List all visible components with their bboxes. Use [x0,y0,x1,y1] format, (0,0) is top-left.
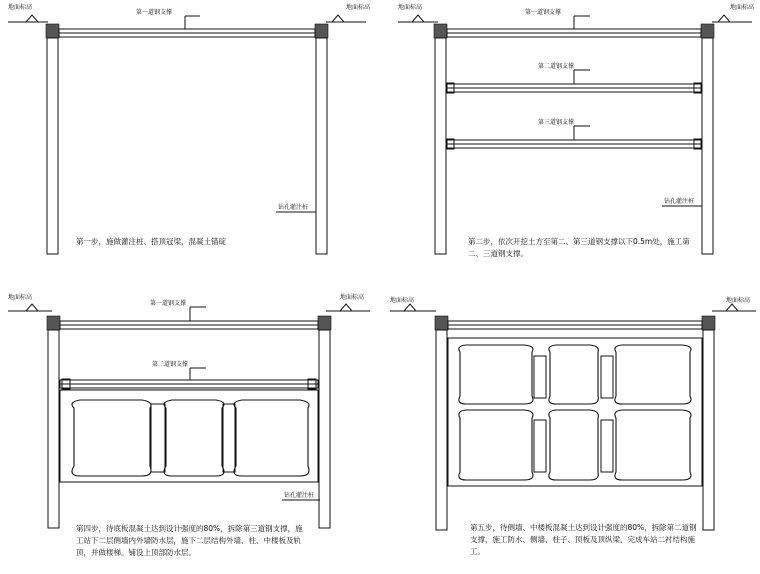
elevation-marker-icon [718,15,730,22]
retaining-pile-left [435,38,446,254]
structure-cell [549,410,598,480]
column [601,356,613,398]
ground-label-right: 地面标高 [340,294,365,301]
ground-label-right: 地面标高 [726,297,751,304]
strut-label: 第三道钢支撑 [538,119,575,126]
retaining-pile-left [47,38,58,254]
structure-cell [72,400,151,476]
elevation-marker-icon [726,304,738,311]
elevation-marker-icon [340,304,352,311]
strut-label: 第一道钢支撑 [525,9,562,16]
strut-label: 第二道钢支撑 [538,63,575,70]
elevation-marker-icon [404,304,416,311]
caption-line: 第四步，待底板混凝土达到设计强度的80%，拆除第三道钢支撑，施 [76,524,303,533]
panel-step4 [8,293,370,558]
crown-beam-right [318,316,331,330]
strut-label: 第二道钢支撑 [152,361,189,368]
structure-cell [615,410,691,480]
crown-beam-right [702,316,715,330]
retaining-pile-right [319,330,330,528]
caption-line: 工。 [470,547,485,556]
crown-beam-right [315,24,328,38]
ground-label-left: 地面标高 [390,297,415,304]
caption-line: 支撑，施工防水、侧墙、柱子、顶板及顶纵梁，完成车站二衬结构施 [470,535,695,544]
ground-label-right: 地面标高 [346,4,371,11]
crown-beam-left [47,316,60,330]
pile-label: 钻孔灌注桩 [278,204,309,211]
crown-beam-right [701,24,714,38]
structure-cell [615,345,691,404]
retaining-pile-right [316,38,327,254]
crown-beam-left [46,24,59,38]
column [151,404,165,472]
caption-line: 第一步，施做灌注桩、搭顶冠梁，混凝土锚碇 [76,237,226,246]
elevation-marker-icon [412,15,424,22]
retaining-pile-right [703,330,714,530]
retaining-pile-left [436,330,447,530]
ground-label-left: 地面标高 [8,294,33,301]
caption-line: 第五步，待侧墙、中楼板混凝土达到设计强度的80%，拆除第二道钢 [470,523,697,532]
panel-step1 [8,3,370,254]
ground-label-left: 地面标高 [398,4,423,11]
structure-cell [549,345,598,404]
column [601,420,613,472]
elevation-marker-icon [332,15,344,22]
retaining-pile-right [702,38,713,254]
retaining-pile-left [48,330,59,528]
caption-line: 工站下二层侧墙内外墙防水层，施下二层结构外墙、柱、中楼板及轨 [76,536,301,545]
pile-label: 钻孔灌注桩 [284,492,315,499]
column [223,404,235,472]
caption-line: 顶，并做楼梯。铺设上顶部防水层。 [76,548,196,557]
strut-label: 第一道钢支撑 [136,9,173,16]
panel-step2 [398,3,754,258]
pile-label: 钻孔灌注桩 [664,198,695,205]
structure-cell [234,400,309,476]
elevation-marker-icon [26,15,38,22]
strut-label: 第一道钢支撑 [150,300,187,307]
structure-cell [164,400,224,476]
structure-cell [459,345,533,404]
caption-line: 第二步，依次开挖土方至第二、第三道钢支撑以下0.5m处，施工第 [468,237,690,246]
ground-label-right: 地面标高 [730,4,755,11]
column [534,356,546,398]
caption-line: 二、三道钢支撑。 [468,249,528,258]
crown-beam-left [434,24,447,38]
ground-label-left: 地面标高 [8,4,33,11]
structure-cell [459,410,533,480]
panel-step5 [390,296,756,556]
elevation-marker-icon [26,304,38,311]
crown-beam-left [435,316,448,330]
column [534,420,546,472]
